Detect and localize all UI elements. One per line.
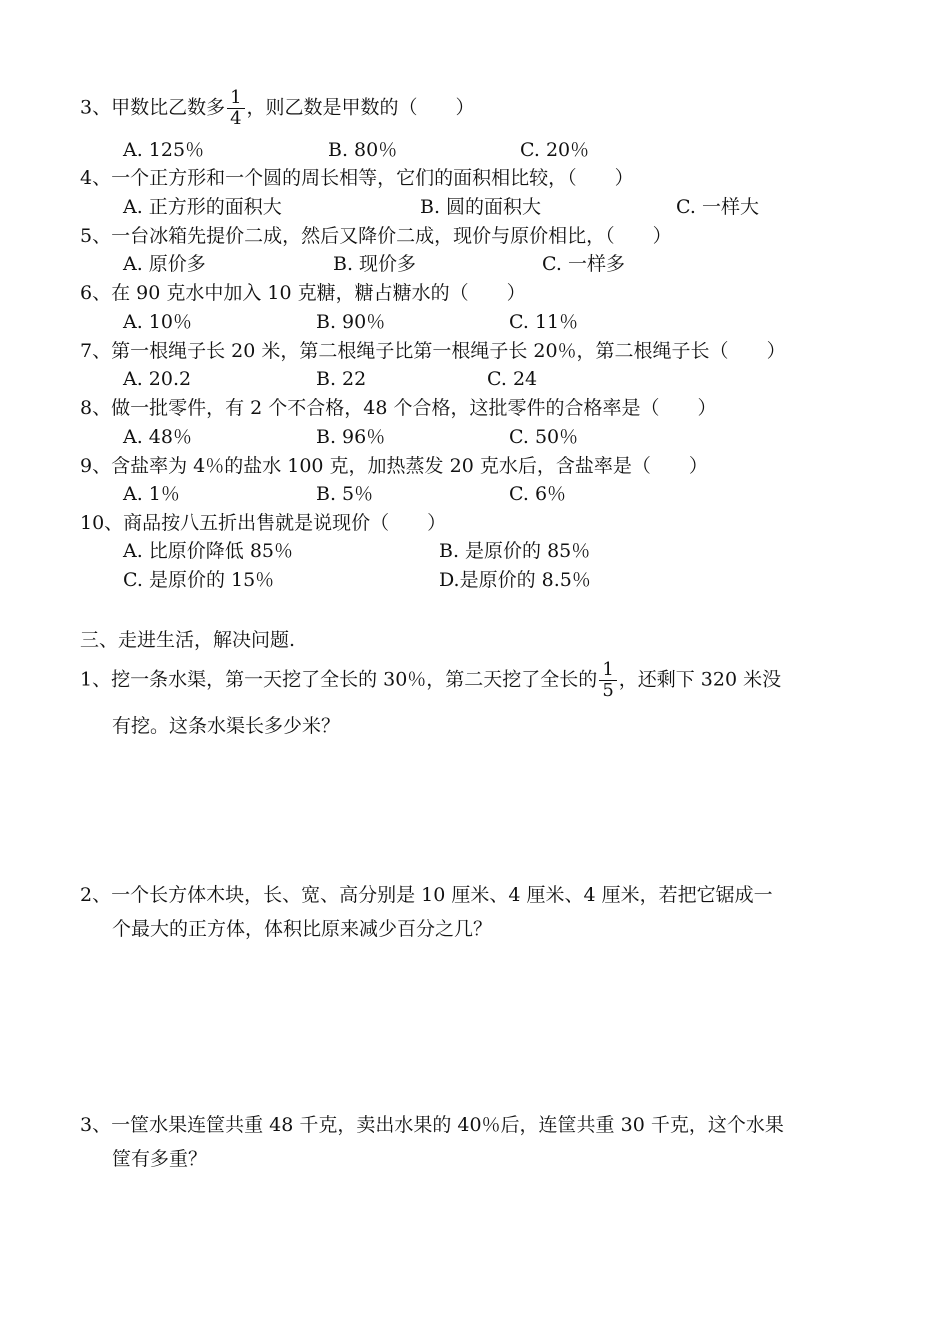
question-6: 6、在 90 克水中加入 10 克糖，糖占糖水的（ ）: [80, 282, 526, 304]
q9-option-a: A. 1％: [123, 483, 180, 505]
fraction-one-fifth: [599, 660, 616, 701]
question-5: 5、一台冰箱先提价二成，然后又降价二成，现价与原价相比，（ ）: [80, 225, 672, 247]
problem-3-line-2: 筐有多重？: [112, 1148, 208, 1170]
problem-1: [80, 660, 880, 743]
problem-2-line-1: 2、一个长方体木块，长、宽、高分别是 10 厘米、4 厘米、4 厘米，若把它锯成一: [80, 884, 773, 906]
fraction-numerator: 1: [227, 88, 244, 109]
q8-option-a: A. 48％: [123, 426, 192, 448]
question-10: 10、商品按八五折出售就是说现价（ ）: [80, 512, 447, 534]
problem-2: [80, 878, 880, 946]
q3-option-a: A. 125％: [123, 139, 205, 161]
fraction-denominator: 5: [602, 680, 614, 701]
q6-option-c: C. 11％: [509, 311, 579, 333]
problem-2-line-2: 个最大的正方体，体积比原来减少百分之几？: [112, 918, 493, 940]
problem-3: [80, 1108, 880, 1176]
q10-option-b: B. 是原价的 85％: [439, 540, 591, 562]
q6-option-a: A. 10％: [123, 311, 192, 333]
problem-3-line-1: 3、一筐水果连筐共重 48 千克，卖出水果的 40％后，连筐共重 30 千克，这个水果: [80, 1114, 784, 1136]
problem-1-line-2: 有挖。这条水渠长多少米？: [112, 715, 341, 737]
q10-option-c: C. 是原价的 15％: [123, 569, 275, 591]
fraction-one-quarter: [227, 88, 244, 129]
q8-option-b: B. 96％: [316, 426, 386, 448]
question-8: 8、做一批零件，有 2 个不合格，48 个合格，这批零件的合格率是（ ）: [80, 397, 717, 419]
q4-option-a: A. 正方形的面积大: [123, 196, 282, 218]
q3-option-c: C. 20％: [520, 139, 590, 161]
q4-option-c: C. 一样大: [676, 196, 759, 218]
q7-option-b: B. 22: [316, 368, 367, 390]
q10-option-d: D.是原价的 8.5％: [439, 569, 591, 591]
q6-option-b: B. 90％: [316, 311, 386, 333]
q4-option-b: B. 圆的面积大: [420, 196, 542, 218]
question-3: [80, 88, 475, 129]
q10-option-a: A. 比原价降低 85％: [123, 540, 294, 562]
problem-1-text-post: ，还剩下 320 米没: [618, 668, 782, 691]
q7-option-c: C. 24: [487, 368, 538, 390]
q5-option-a: A. 原价多: [123, 253, 206, 275]
question-9: 9、含盐率为 4％的盐水 100 克，加热蒸发 20 克水后，含盐率是（ ）: [80, 455, 708, 477]
section-title: 三、走进生活，解决问题.: [80, 629, 296, 651]
q5-option-c: C. 一样多: [542, 253, 625, 275]
q8-option-c: C. 50％: [509, 426, 579, 448]
question-3-text-pre: 3、甲数比乙数多: [80, 96, 226, 119]
question-3-text-post: ，则乙数是甲数的（ ）: [246, 96, 475, 119]
q3-option-b: B. 80％: [328, 139, 398, 161]
fraction-denominator: 4: [230, 108, 242, 129]
q5-option-b: B. 现价多: [333, 253, 417, 275]
problem-1-line-1: [80, 660, 880, 701]
q9-option-c: C. 6％: [509, 483, 567, 505]
q9-option-b: B. 5％: [316, 483, 374, 505]
fraction-numerator: 1: [599, 660, 616, 681]
problem-1-text-pre: 1、挖一条水渠，第一天挖了全长的 30％，第二天挖了全长的: [80, 668, 598, 691]
question-7: 7、第一根绳子长 20 米，第二根绳子比第一根绳子长 20％，第二根绳子长（ ）: [80, 340, 786, 362]
question-4: 4、一个正方形和一个圆的周长相等，它们的面积相比较，（ ）: [80, 167, 634, 189]
q7-option-a: A. 20.2: [123, 368, 192, 390]
